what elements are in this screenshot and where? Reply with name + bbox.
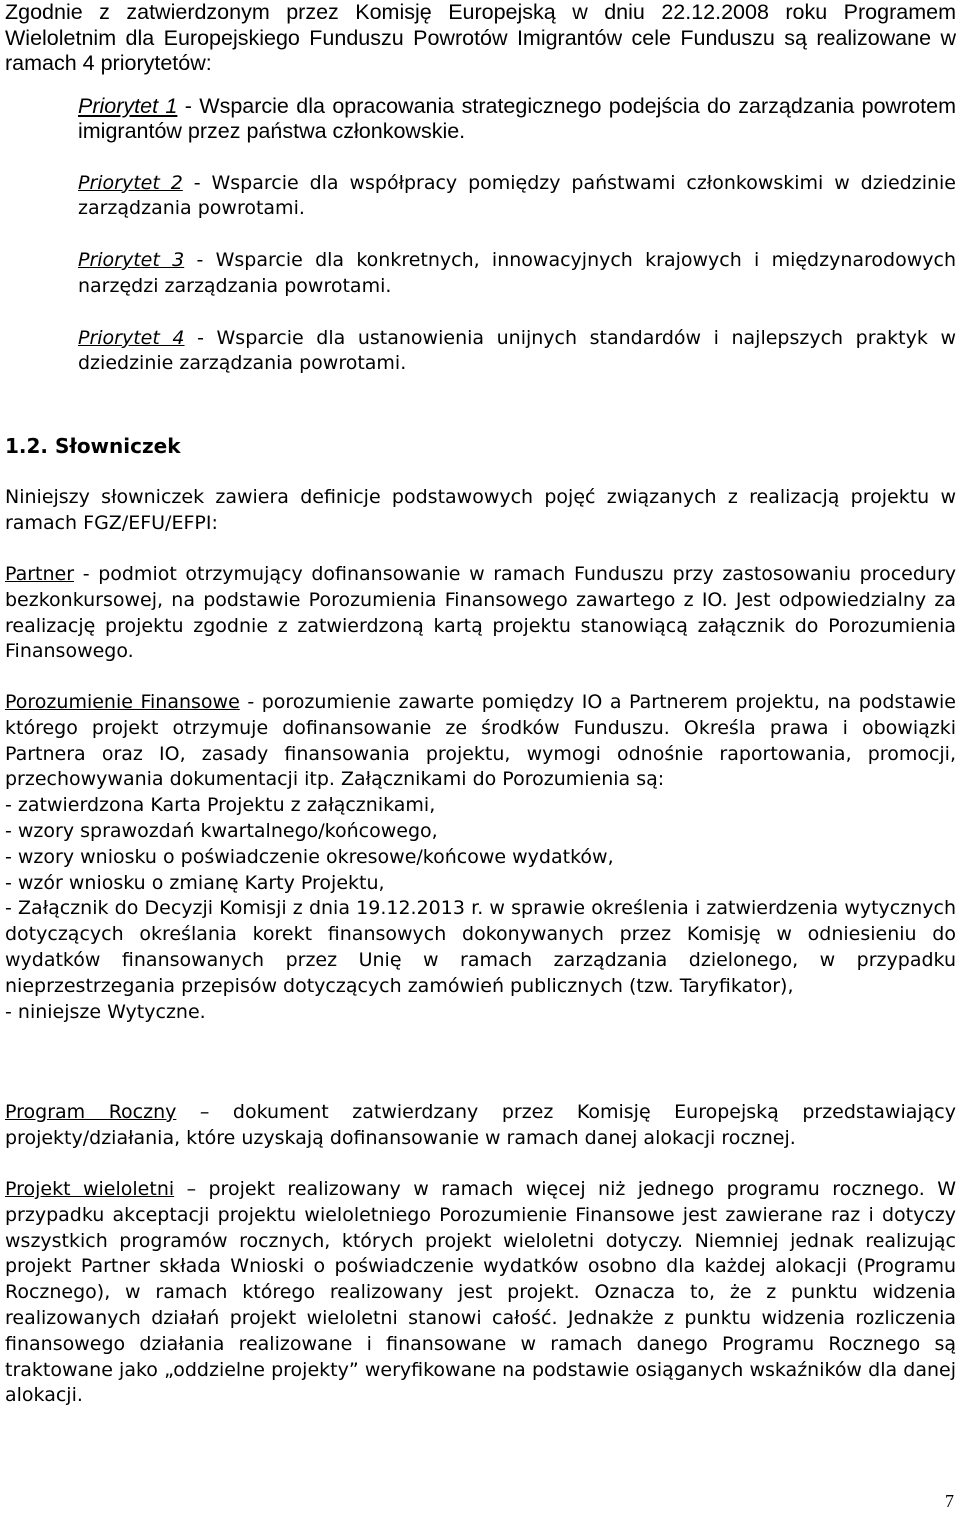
priority-text: - Wsparcie dla opracowania strategicznego podejścia do zarządzania powrotem imigrantów przez państwa członkowskie. <box>78 93 957 143</box>
definition-term: Partner <box>5 563 75 585</box>
priority-text: - Wsparcie dla konkretnych, innowacyjnych krajowych i międzynarodowych narzędzi zarządzania powrotami. <box>78 249 956 297</box>
definition-text: - podmiot otrzymujący dofinansowanie w ramach Funduszu przy zastosowaniu procedury bezkonkursowej, na podstawie Porozumienia Finansowego zawartego z IO. Jest odpowiedzialny za realizację projektu zgodnie z zatwierdzoną kartą projektu stanowiącą załącznik do Porozumienia Finansowego. <box>5 563 956 663</box>
definition-text: – dokument zatwierdzany przez Komisję Europejską przedstawiający projekty/działania, które uzyskają dofinansowanie w ramach danej alokacji rocznej. <box>5 1101 956 1149</box>
list-item: - wzory sprawozdań kwartalnego/końcowego, <box>5 819 438 842</box>
document-page <box>5 0 957 1407</box>
glossary-intro: Niniejszy słowniczek zawiera definicje podstawowych pojęć związanych z realizacją projektu w ramach FGZ/EFU/EFPI: <box>5 486 956 534</box>
priorities-list <box>78 94 956 378</box>
priority-label: Priorytet 3 <box>78 249 185 272</box>
definition-term: Projekt wieloletni <box>5 1178 175 1200</box>
priority-label: Priorytet 2 <box>78 171 183 194</box>
definition-paragraph <box>5 1100 956 1152</box>
priority-item <box>78 248 956 300</box>
page-number: 7 <box>945 1491 954 1511</box>
section-heading: 1.2. Słowniczek <box>5 434 181 458</box>
list-item: - wzór wniosku o zmianę Karty Projektu, <box>5 871 385 894</box>
definition-text: - porozumienie zawarte pomiędzy IO a Partnerem projektu, na podstawie którego projekt otrzymuje dofinansowanie ze środków Funduszu. Określa prawa i obowiązki Partnera oraz IO, zasady finansowania projektu, wymogi odnośnie raportowania, promocji, przechowywania dokumentacji itp. Załącznikami do Porozumienia są: <box>5 691 956 791</box>
list-item: - niniejsze Wytyczne. <box>5 1000 206 1023</box>
glossary-entry-porozumienie <box>5 690 956 1025</box>
definition-paragraph <box>5 1177 956 1409</box>
glossary-intro-block <box>5 485 956 537</box>
list-item: - Załącznik do Decyzji Komisji z dnia 19.12.2013 r. w sprawie określenia i zatwierdzenia wytycznych dotyczących określania korekt finansowych dokonywanych przez Komisję w odniesieniu do wydatków finansowanych przez Unię w ramach zarządzania dzielonego, w przypadku nieprzestrzegania przepisów dotyczących zamówień publicznych (tzw. Taryfikator), <box>5 897 956 997</box>
list-item: - wzory wniosku o poświadczenie okresowe/końcowe wydatków, <box>5 845 614 868</box>
glossary-entry-projekt-wieloletni <box>5 1177 956 1409</box>
glossary-entry-program-roczny <box>5 1100 956 1152</box>
definition-paragraph <box>5 562 956 665</box>
priority-label: Priorytet 4 <box>78 326 185 349</box>
priority-text: - Wsparcie dla ustanowienia unijnych standardów i najlepszych praktyk w dziedzinie zarządzania powrotami. <box>78 326 957 375</box>
intro-paragraph: Zgodnie z zatwierdzonym przez Komisję Europejską w dniu 22.12.2008 roku Programem Wieloletnim dla Europejskiego Funduszu Powrotów Imigrantów cele Funduszu są realizowane w ramach 4 priorytetów: <box>5 0 956 75</box>
definition-term: Program Roczny <box>5 1101 177 1123</box>
priority-item <box>78 94 956 145</box>
priority-label: Priorytet 1 <box>78 93 178 118</box>
definition-paragraph <box>5 690 956 793</box>
priority-item <box>78 171 956 223</box>
priority-item <box>78 326 956 378</box>
glossary-entry-partner <box>5 562 956 665</box>
definition-text: – projekt realizowany w ramach więcej niż jednego programu rocznego. W przypadku akceptacji projektu wieloletniego Porozumienie Finansowe jest zawierane raz i dotyczy wszystkich programów rocznych, których projekt wieloletni dotyczy. Niemniej jednak realizując projekt Partner składa Wnioski o poświadczenie wydatków osobno dla każdej alokacji (Programu Rocznego), w ramach którego realizowany jest projekt. Oznacza to, że z punktu widzenia realizowanych działań projekt wieloletni stanowi całość. Jednakże z punktu widzenia rozliczenia finansowego działania realizowane i finansowane w ramach danego Programu Rocznego są traktowane jako „oddzielne projekty” weryfikowane na podstawie osiąganych wskaźników dla danej alokacji. <box>5 1178 956 1407</box>
priority-text: - Wsparcie dla współpracy pomiędzy państwami członkowskimi w dziedzinie zarządzania powrotami. <box>78 171 956 220</box>
list-item: - zatwierdzona Karta Projektu z załącznikami, <box>5 794 436 817</box>
definition-term: Porozumienie Finansowe <box>5 691 240 713</box>
